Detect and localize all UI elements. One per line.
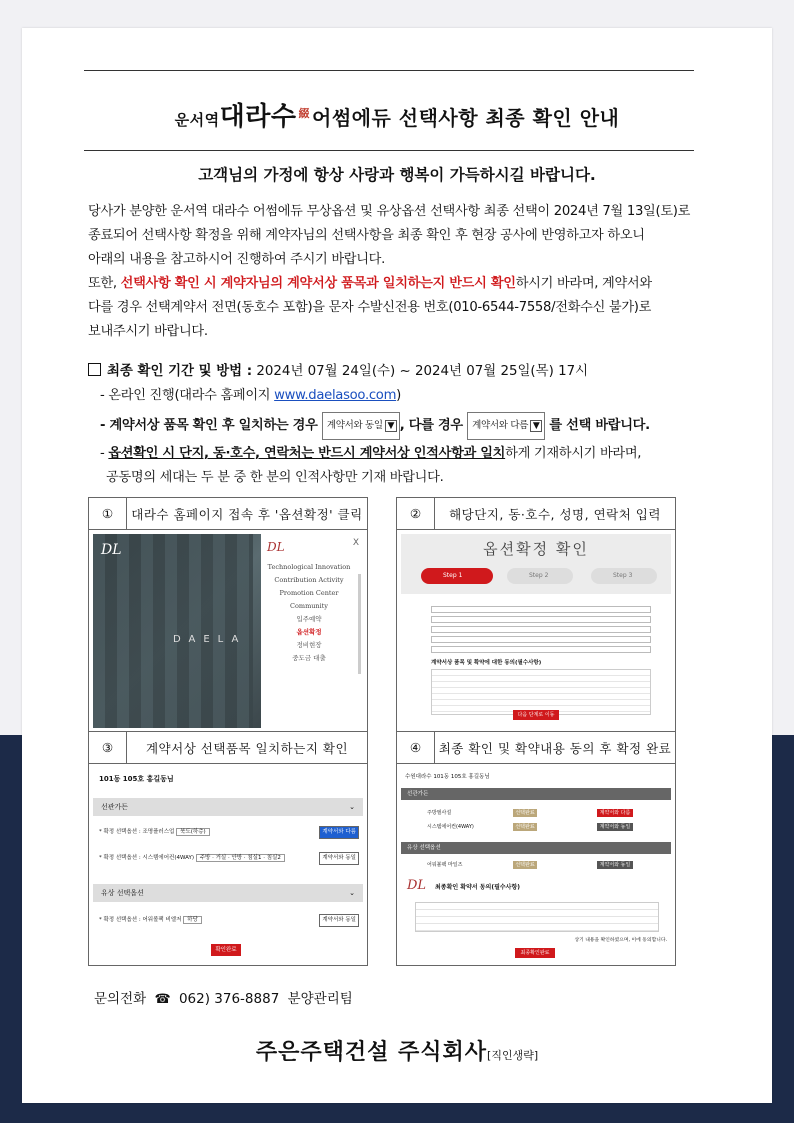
title-rule [84, 150, 694, 151]
greeting: 고객님의 가정에 항상 사랑과 행복이 가득하시길 바랍니다. [198, 166, 596, 184]
dropdown-arrow-icon: ▼ [385, 420, 397, 432]
same-select-sample: 계약서와 동일 ▼ [322, 412, 400, 440]
row2-select[interactable]: 계약서와 동일 [319, 852, 359, 865]
method-bullets: - 온라인 진행(대라수 홈페이지 www.daelasoo.com) - 계약서상 품목 확인 후 일치하는 경우 계약서와 동일 ▼ , 다를 경우 계약서와 다름 ▼ 를 선택 바랍니다. - 옵션확인 시 단지, 동·호수, 연락처는 반드시 계약서상 인적사항과 일치하게 기재하시기 바라며, 공동명의 세대는 두 분 중 한 분의 인적사항만 기재 바랍니다. [100, 384, 700, 490]
confirm-button[interactable]: 확인완료 [211, 944, 241, 956]
step-panel-4: ④ 최종 확인 및 확약내용 동의 후 확정 완료 수원대라수 101동 105호 홍길동님 선관가든 주방필사설 선택완료 계약서와 다름 시스템에어컨(4WAY) 선택완료 계약서와 동일 유상 선택옵션 어워볼팩 마일즈 선택완료 계약서와 동일 DL 최종확인 확약서 동의(필수사항) 상기 내용을 확인하였으며, 이에 동의합니다. 최종확인완료 [396, 731, 676, 966]
consent-textbox [431, 669, 651, 715]
option-check-screenshot: 101동 105호 홍길동님 선관가든 ⌄ * 확정 선택옵션 : 조명플러스업 북도(하층) 계약서와 다름 * 확정 선택옵션 : 시스템에어컨(4WAY) 주방 · 거실 · 안방 · 침실1 · 침실2 계약서와 동일 유상 선택옵션 ⌄ * 확정 선택옵션 : 어워볼팩 비엘저 하당 계약서와 동일 확인완료 [93, 768, 363, 962]
notice-paragraph-1: 당사가 분양한 운서역 대라수 어썸에듀 무상옵션 및 유상옵션 선택사항 최종 선택이 2024년 7월 13일(토)로 종료되어 선택사항 확정을 위해 계약자님의 선택사항을 최종 확인 후 현장 공사에 반영하고자 하오니 아래의 내용을 참고하시어 진행하여 주시기 바랍니다. [88, 204, 691, 267]
name-input[interactable] [431, 636, 651, 643]
consent-textbox [415, 902, 659, 932]
dropdown-arrow-icon: ▼ [530, 420, 542, 432]
step-panel-2: ② 해당단지, 동·호수, 성명, 연락처 입력 옵션확정 확인 Step 1 Step 2 Step 3 계약서상 품목 및 확약에 대한 동의(필수사항) 다음 단계로 이동 [396, 497, 676, 732]
checkbox-square-icon [88, 363, 101, 376]
step-panel-1: ① 대라수 홈페이지 접속 후 '옵션확정' 클릭 DL DAELA DL X Technological Innovation Contribution Activity Promotion Center Community 입주예약 옵션확정 정비현장 중도금 대출 [88, 497, 368, 732]
step2-pill: Step 2 [507, 568, 573, 584]
menu-item[interactable]: Community [290, 602, 328, 610]
row1-select[interactable]: 계약서와 다름 [319, 826, 359, 839]
unit-input[interactable] [431, 626, 651, 633]
bullet-online: - 온라인 진행(대라수 홈페이지 www.daelasoo.com) [100, 388, 401, 403]
menu-item[interactable]: 정비현장 [296, 641, 322, 649]
homepage-screenshot: DL DAELA DL X Technological Innovation Contribution Activity Promotion Center Community 입주예약 옵션확정 정비현장 중도금 대출 [93, 534, 363, 728]
menu-item[interactable]: 중도금 대출 [292, 654, 326, 662]
step3-pill: Step 3 [591, 568, 657, 584]
complex-select[interactable] [431, 606, 651, 613]
notice-paragraph-2: 또한, 선택사항 확인 시 계약자님의 계약서상 품목과 일치하는지 반드시 확인하시기 바라며, 계약서와 다를 경우 선택계약서 전면(동호수 포함)을 문자 수발신전용 번호(010-6544-7558/전화수신 불가)로 보내주시기 바랍니다. [88, 276, 652, 339]
next-step-button[interactable]: 다음 단계로 이동 [513, 710, 559, 720]
page-title: 운서역대라수 $^綴$ 어썸에듀 선택사항 최종 확인 안내 [174, 102, 620, 132]
menu-item[interactable]: 입주예약 [296, 615, 322, 623]
bullet-info: - 옵션확인 시 단지, 동·호수, 연락처는 반드시 계약서상 인적사항과 일치하게 기재하시기 바라며, [100, 446, 642, 461]
close-icon: X [352, 538, 359, 548]
chevron-down-icon: ⌄ [349, 889, 355, 897]
phone-icon: ☎ [154, 992, 171, 1007]
final-confirm-screenshot: 수원대라수 101동 105호 홍길동님 선관가든 주방필사설 선택완료 계약서와 다름 시스템에어컨(4WAY) 선택완료 계약서와 동일 유상 선택옵션 어워볼팩 마일즈 선택완료 계약서와 동일 DL 최종확인 확약서 동의(필수사항) 상기 내용을 확인하였으며, 이에 동의합니다. 최종확인완료 [401, 768, 671, 962]
phone-input[interactable] [431, 646, 651, 653]
menu-item[interactable]: 옵션확정 [296, 628, 322, 636]
option-confirm-screenshot: 옵션확정 확인 Step 1 Step 2 Step 3 계약서상 품목 및 확약에 대한 동의(필수사항) 다음 단계로 이동 [401, 534, 671, 728]
step-panel-3: ③ 계약서상 선택품목 일치하는지 확인 101동 105호 홍길동님 선관가든 ⌄ * 확정 선택옵션 : 조명플러스업 북도(하층) 계약서와 다름 * 확정 선택옵션 : 시스템에어컨(4WAY) 주방 · 거실 · 안방 · 침실1 · 침실2 계약서와 동일 유상 선택옵션 ⌄ * 확정 선택옵션 : 어워볼팩 비엘저 하당 계약서와 동일 확인완료 [88, 731, 368, 966]
company-name: 주은주택건설 주식회사[직인생략] [255, 1040, 539, 1065]
menu-item[interactable]: Contribution Activity [274, 576, 344, 584]
final-confirm-button[interactable]: 최종확인완료 [515, 948, 555, 958]
brand-logo: DL [407, 878, 427, 893]
section-free-options: 선관가든 [401, 788, 671, 800]
top-rule [84, 70, 694, 71]
contact-line: 문의전화 ☎ 062) 376-8887 분양관리팀 [94, 991, 353, 1007]
menu-item[interactable]: Promotion Center [279, 589, 339, 597]
agree-checkbox[interactable]: 상기 내용을 확인하였으며, 이에 동의합니다. [574, 938, 667, 943]
scrollbar [358, 574, 361, 674]
bullet-select: - 계약서상 품목 확인 후 일치하는 경우 계약서와 동일 ▼ , 다를 경우 계약서와 다름 ▼ 를 선택 바랍니다. [100, 412, 700, 440]
diff-select-sample: 계약서와 다름 ▼ [467, 412, 545, 440]
period-section: 최종 확인 기간 및 방법 : 2024년 07월 24일(수) ~ 2024년 07월 25일(목) 17시 [88, 360, 588, 379]
homepage-link[interactable]: www.daelasoo.com [274, 388, 397, 403]
step1-pill: Step 1 [421, 568, 493, 584]
section-free-options: 선관가든 ⌄ [93, 798, 363, 816]
side-menu: DL X Technological Innovation Contribution Activity Promotion Center Community 입주예약 옵션확정 정비현장 중도금 대출 [261, 534, 363, 728]
building-input[interactable] [431, 616, 651, 623]
row3-select[interactable]: 계약서와 동일 [319, 914, 359, 927]
chevron-down-icon: ⌄ [349, 803, 355, 811]
section-paid-options: 유상 선택옵션 ⌄ [93, 884, 363, 902]
section-paid-options: 유상 선택옵션 [401, 842, 671, 854]
menu-item[interactable]: Technological Innovation [267, 563, 351, 571]
